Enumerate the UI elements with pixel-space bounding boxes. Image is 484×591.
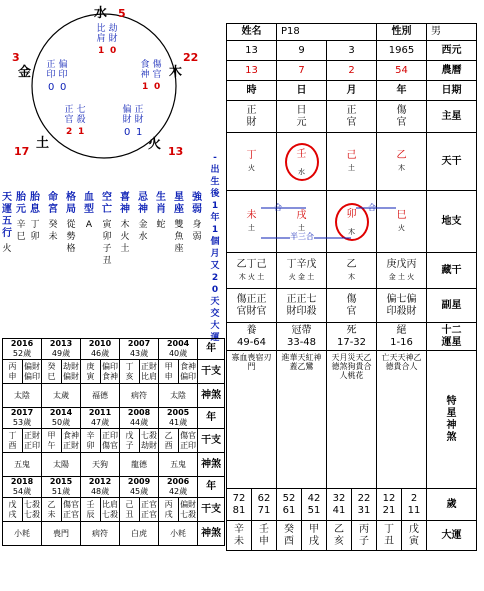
ganzhi-cell: 甲 午 (42, 429, 62, 453)
name-row (227, 24, 477, 41)
special-year: 亡天天神乙德貴合人 (377, 351, 427, 489)
dayun-pillar-6: 丙 子 (352, 521, 377, 551)
stem-row (227, 133, 477, 191)
lunar-month: 2 (327, 61, 377, 81)
god-shishen-count: 1 (142, 82, 149, 92)
main-star-label: 主星 (427, 101, 477, 133)
year-cell: 2016 52歲 (3, 339, 42, 360)
year-cell: 2004 40歲 (159, 339, 198, 360)
gods-cell: 五鬼 (3, 453, 42, 477)
attr-fetal-breath: 胎息 丁卯 (30, 192, 40, 242)
ganzhi-cell: 辛 卯 (81, 429, 101, 453)
year-cell: 2008 44歲 (120, 408, 159, 429)
attr-fetal-origin: 胎元 辛巳 (16, 192, 26, 242)
stage-hour: 養 49-64 (227, 323, 277, 351)
he-label-left: 合 (274, 203, 282, 212)
solar-row (227, 41, 477, 61)
dayun-age-2: 62 71 (252, 489, 277, 521)
year-row-label: 年 (198, 408, 225, 429)
sub-star-row (227, 289, 477, 323)
shensha-row-label: 神煞 (198, 384, 225, 408)
tengod-cell: 偏印 食神 (101, 360, 120, 384)
gender-value: 男 (427, 24, 477, 41)
gods-cell: 天狗 (81, 453, 120, 477)
attr-void: 空亡 寅卯子丑 (102, 192, 112, 266)
ganzhi-cell: 戊 子 (120, 429, 140, 453)
hidden-stem-row (227, 253, 477, 289)
ganzhi-cell: 甲 申 (159, 360, 179, 384)
hidden-day: 丁辛戊 火 金 土 (277, 253, 327, 289)
stage-row (227, 323, 477, 351)
god-pianyin: 偏印 (58, 60, 68, 80)
tengod-cell: 傷官 正印 (179, 429, 198, 453)
ganzhi-cell: 戊 戌 (3, 498, 23, 522)
god-piancai: 偏財 (122, 105, 132, 125)
year-cell: 2006 42歲 (159, 477, 198, 498)
gods-cell: 福德 (81, 384, 120, 408)
god-zhengyin-count: 0 (48, 82, 55, 93)
gods-cell: 太歲 (42, 384, 81, 408)
tengod-cell: 七殺 劫財 (140, 429, 159, 453)
dayun-pillar-2: 壬 申 (252, 521, 277, 551)
gods-cell: 病符 (81, 522, 120, 546)
solar-hour: 13 (227, 41, 277, 61)
shensha-row-label: 神煞 (198, 522, 225, 546)
solar-year: 1965 (377, 41, 427, 61)
branch-year: 巳 火 (377, 191, 427, 253)
gods-cell: 病符 (120, 384, 159, 408)
dayun-pillar-7: 丁 丑 (377, 521, 402, 551)
gods-cell: 太陰 (159, 384, 198, 408)
attr-constellation: 星座 雙魚座 (174, 192, 184, 254)
dayun-pillar-4: 甲 戌 (302, 521, 327, 551)
header-day: 日 (277, 81, 327, 101)
main-star-row (227, 101, 477, 133)
stage-year: 絕 1-16 (377, 323, 427, 351)
element-fire: 火 (148, 137, 162, 152)
stem-hour: 丁 火 (227, 133, 277, 191)
special-star-row (227, 351, 477, 489)
stem-year: 乙 木 (377, 133, 427, 191)
ganzhi-cell: 丁 亥 (120, 360, 140, 384)
he-label-right: 合 (368, 203, 376, 212)
dayun-start-note: - 出生後1年1個月又20天交大運 (210, 153, 220, 343)
branch-hour: 未 土 (227, 191, 277, 253)
ganzhi-row-label: 干支 (198, 429, 225, 453)
name-value: P18 (277, 24, 377, 41)
branch-row (227, 191, 477, 253)
year-cell: 2014 50歲 (42, 408, 81, 429)
attr-avoid-god: 忌神 金水 (138, 192, 148, 242)
lunar-day: 7 (277, 61, 327, 81)
dayun-age-6: 22 31 (352, 489, 377, 521)
year-cell: 2009 45歲 (120, 477, 159, 498)
tengod-cell: 傷官 正官 (62, 498, 81, 522)
gods-cell: 太陰 (3, 384, 42, 408)
gods-cell: 喪門 (42, 522, 81, 546)
ganzhi-cell: 己 丑 (120, 498, 140, 522)
header-month: 月 (327, 81, 377, 101)
hidden-hour: 乙丁己 木 火 土 (227, 253, 277, 289)
special-label: 特星神煞 (427, 351, 477, 489)
special-day: 進華天紅神蓋乙鸞 (277, 351, 327, 489)
branch-month: 卯 木 (327, 191, 377, 253)
tengod-cell: 正財 正印 (23, 429, 42, 453)
stem-label: 天干 (427, 133, 477, 191)
element-fire-count: 13 (168, 145, 184, 158)
god-qisha: 七殺 (76, 105, 86, 125)
stage-label: 十二運星 (427, 323, 477, 351)
ganzhi-cell: 丙 申 (3, 360, 23, 384)
hidden-label: 藏干 (427, 253, 477, 289)
dayun-pillar-3: 癸 酉 (277, 521, 302, 551)
pillar-header-row (227, 81, 477, 101)
attr-zodiac: 生肖 蛇 (156, 192, 166, 230)
tengod-cell: 正印 傷官 (101, 429, 120, 453)
solar-month: 3 (327, 41, 377, 61)
god-shangguan-count: 0 (154, 82, 161, 92)
dayun-age-3: 52 61 (277, 489, 302, 521)
year-cell: 2015 51歲 (42, 477, 81, 498)
dayun-age-8: 2 11 (402, 489, 427, 521)
dayun-age-row (227, 489, 477, 521)
god-zhengcai: 正財 (134, 105, 144, 125)
main-star-hour: 正財 (227, 101, 277, 133)
god-qisha-count: 1 (78, 127, 85, 137)
year-cell: 2007 43歲 (120, 339, 159, 360)
solar-day: 9 (277, 41, 327, 61)
attr-pattern: 格局 從勢格 (66, 192, 76, 254)
ganzhi-cell: 丙 戌 (159, 498, 179, 522)
attr-strength: 強弱 身弱 (192, 192, 202, 242)
god-zhengyin: 正印 (46, 60, 56, 80)
ganzhi-cell: 乙 酉 (159, 429, 179, 453)
tengod-cell: 正財 比肩 (140, 360, 159, 384)
year-cell: 2010 46歲 (81, 339, 120, 360)
god-pianyin-count: 0 (60, 82, 67, 93)
sub-star-label: 副星 (427, 289, 477, 323)
element-water: 水 (94, 6, 108, 21)
sub-star-year: 偏七偏印殺財 (377, 289, 427, 323)
gods-cell: 五鬼 (159, 453, 198, 477)
year-row-label: 年 (198, 477, 225, 498)
gender-label: 性別 (377, 24, 427, 41)
dayun-table (226, 488, 477, 551)
element-water-count: 5 (118, 7, 126, 20)
gods-cell: 白虎 (120, 522, 159, 546)
hidden-year: 庚戊丙 金 土 火 (377, 253, 427, 289)
ganzhi-cell: 丁 酉 (3, 429, 23, 453)
dayun-pillar-8: 戊 寅 (402, 521, 427, 551)
attr-heaven-element: 天運五行 火 (2, 192, 12, 254)
god-shishen: 食神 (140, 60, 150, 80)
header-year: 年 (377, 81, 427, 101)
element-earth: 土 (36, 136, 50, 151)
god-bijian: 比肩 (96, 24, 106, 44)
year-cell: 2011 47歲 (81, 408, 120, 429)
god-jiecai-count: 0 (110, 46, 117, 56)
header-date-label: 日期 (427, 81, 477, 101)
special-month: 天月災天乙德煞狗貴合人桃花 (327, 351, 377, 489)
gods-cell: 太陽 (42, 453, 81, 477)
stem-day: 壬 水 (277, 133, 327, 191)
ganzhi-row-label: 干支 (198, 360, 225, 384)
dayun-age-1: 72 81 (227, 489, 252, 521)
header-hour: 時 (227, 81, 277, 101)
year-block-3 (3, 477, 225, 546)
shensha-row-label: 神煞 (198, 453, 225, 477)
stem-month: 己 土 (327, 133, 377, 191)
stage-day: 冠帶 33-48 (277, 323, 327, 351)
sub-star-day: 正正七財印殺 (277, 289, 327, 323)
solar-label: 西元 (427, 41, 477, 61)
tengod-cell: 偏財 七殺 (179, 498, 198, 522)
element-earth-count: 17 (14, 145, 30, 158)
element-wood-count: 22 (183, 51, 199, 64)
five-elements-wheel (0, 0, 205, 165)
god-shangguan: 傷官 (152, 60, 162, 80)
branch-day: 戌 土 (277, 191, 327, 253)
year-cell: 2017 53歲 (3, 408, 42, 429)
dayun-age-7: 12 21 (377, 489, 402, 521)
flow-year-grid (2, 338, 224, 546)
god-jiecai: 劫財 (108, 24, 118, 44)
dayun-pillar-row (227, 521, 477, 551)
branch-label: 地支 (427, 191, 477, 253)
special-hour: 寡血喪宿刃門 (227, 351, 277, 489)
year-cell: 2012 48歲 (81, 477, 120, 498)
year-row-label: 年 (198, 339, 225, 360)
ganzhi-row-label: 干支 (198, 498, 225, 522)
ganzhi-cell: 庚 寅 (81, 360, 101, 384)
god-bijian-count: 1 (98, 46, 105, 56)
sub-star-hour: 傷正正官財官 (227, 289, 277, 323)
element-metal: 金 (18, 65, 32, 80)
lunar-hour: 13 (227, 61, 277, 81)
tengod-cell: 七殺 七殺 (23, 498, 42, 522)
tengod-cell: 食神 偏印 (179, 360, 198, 384)
lunar-label: 農曆 (427, 61, 477, 81)
sui-label: 歲 (427, 489, 477, 521)
main-star-month: 正官 (327, 101, 377, 133)
tengod-cell: 劫財 偏財 (62, 360, 81, 384)
tengod-cell: 食神 正財 (62, 429, 81, 453)
ganzhi-cell: 癸 巳 (42, 360, 62, 384)
dayun-pillar-1: 辛 未 (227, 521, 252, 551)
ganzhi-cell: 乙 未 (42, 498, 62, 522)
god-piancai-count: 0 (124, 127, 131, 138)
year-cell: 2005 41歲 (159, 408, 198, 429)
dayun-age-4: 42 51 (302, 489, 327, 521)
sanhe-label: 半三合 (290, 232, 314, 241)
tengod-cell: 偏財 偏印 (23, 360, 42, 384)
tengod-cell: 正官 正官 (140, 498, 159, 522)
gods-cell: 小耗 (159, 522, 198, 546)
sub-star-month: 傷官 (327, 289, 377, 323)
god-zhengguan-count: 2 (66, 127, 73, 137)
main-star-year: 傷官 (377, 101, 427, 133)
attr-blood-type: 血型 A (84, 192, 94, 230)
element-wood: 木 (169, 65, 183, 80)
lunar-row (227, 61, 477, 81)
dayun-pillar-5: 乙 亥 (327, 521, 352, 551)
lunar-year: 54 (377, 61, 427, 81)
stage-month: 死 17-32 (327, 323, 377, 351)
element-metal-count: 3 (12, 51, 20, 64)
gods-cell: 龍德 (120, 453, 159, 477)
gods-cell: 小耗 (3, 522, 42, 546)
god-zhengcai-count: 1 (136, 127, 143, 138)
hidden-month: 乙 木 (327, 253, 377, 289)
year-cell: 2018 54歲 (3, 477, 42, 498)
main-star-day: 日元 (277, 101, 327, 133)
bazi-chart (226, 23, 476, 551)
year-block-1 (3, 339, 225, 408)
dayun-label: 大運 (427, 521, 477, 551)
tengod-cell: 比肩 七殺 (101, 498, 120, 522)
ganzhi-cell: 壬 辰 (81, 498, 101, 522)
attr-favor-god: 喜神 木火土 (120, 192, 130, 254)
god-zhengguan: 正官 (64, 105, 74, 125)
attribute-columns (0, 192, 210, 302)
dayun-age-5: 32 41 (327, 489, 352, 521)
year-cell: 2013 49歲 (42, 339, 81, 360)
attr-life-palace: 命宮 癸未 (48, 192, 58, 242)
year-block-2 (3, 408, 225, 477)
name-label: 姓名 (227, 24, 277, 41)
